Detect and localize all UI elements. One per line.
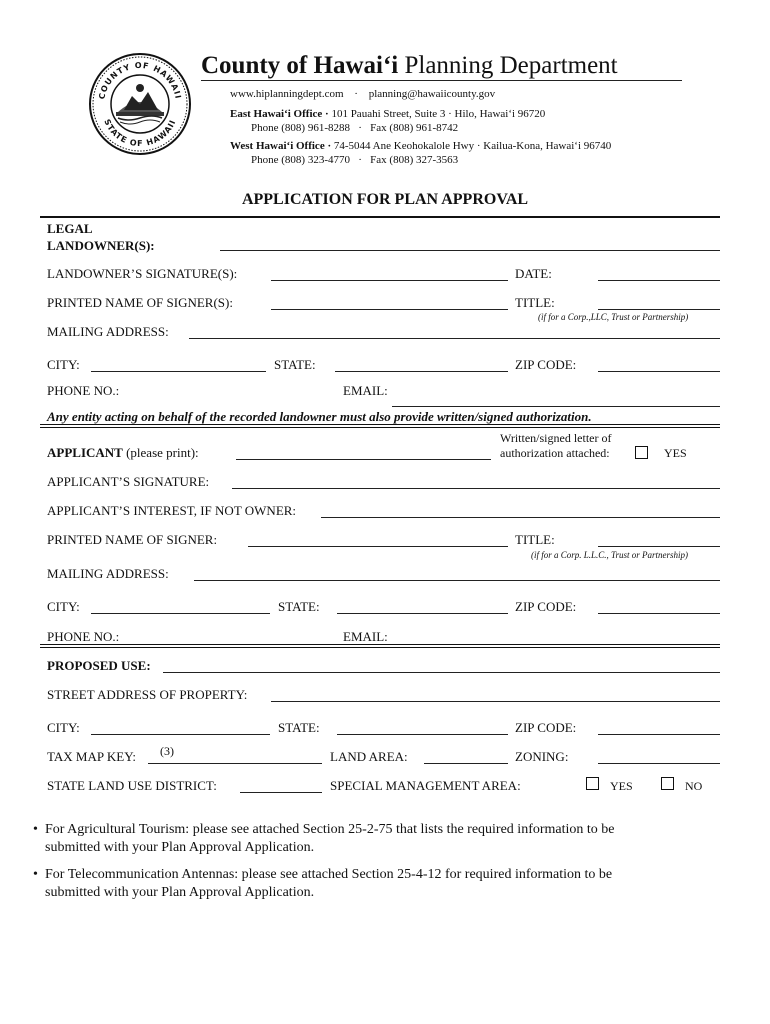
tax-map-key-value: (3) — [160, 744, 174, 758]
east-office-address: 101 Pauahi Street, Suite 3 · Hilo, Hawai‘i 96720 — [328, 108, 546, 120]
applicant-label — [47, 445, 199, 461]
applicant-state-field[interactable] — [337, 613, 508, 614]
tax-map-key-label: TAX MAP KEY: — [47, 749, 137, 764]
seal-bottom-text: STATE OF HAWAII — [102, 117, 178, 149]
landowner-mailing-label: MAILING ADDRESS: — [47, 324, 169, 339]
applicant-title-label: TITLE: — [515, 532, 555, 547]
title-rule — [201, 80, 682, 81]
applicant-interest-field[interactable] — [321, 517, 720, 518]
west-office — [230, 140, 611, 152]
landowner-signature-label: LANDOWNER’S SIGNATURE(S): — [47, 266, 238, 281]
west-phone: Phone (808) 323-4770 · Fax (808) 327-3563 — [251, 154, 459, 166]
title-divider — [40, 216, 720, 218]
property-zip-label: ZIP CODE: — [515, 720, 577, 735]
landowner-date-field[interactable] — [598, 280, 720, 281]
applicant-city-label: CITY: — [47, 599, 80, 614]
landowner-name-field[interactable] — [220, 250, 720, 251]
department-title — [201, 52, 618, 80]
zoning-field[interactable] — [598, 763, 720, 764]
property-zip-field[interactable] — [598, 734, 720, 735]
email-link[interactable]: planning@hawaiicounty.gov — [368, 88, 496, 100]
landowner-printed-name-label: PRINTED NAME OF SIGNER(S): — [47, 295, 233, 310]
legal-label-line1: LEGAL — [47, 221, 93, 236]
note-1-line1: For Agricultural Tourism: please see attached Section 25-2-75 that lists the required information to be — [45, 822, 615, 837]
authorization-yes-checkbox[interactable] — [635, 446, 648, 459]
landowner-zip-label: ZIP CODE: — [515, 357, 577, 372]
property-city-field[interactable] — [91, 734, 270, 735]
east-office — [230, 108, 545, 120]
applicant-mailing-field[interactable] — [194, 580, 720, 581]
form-title: APPLICATION FOR PLAN APPROVAL — [241, 191, 529, 208]
applicant-city-field[interactable] — [91, 613, 270, 614]
section-divider-1 — [40, 424, 720, 425]
applicant-zip-field[interactable] — [598, 613, 720, 614]
sma-no-checkbox[interactable] — [661, 777, 674, 790]
proposed-use-field[interactable] — [163, 672, 720, 673]
landowner-date-label: DATE: — [515, 266, 552, 281]
applicant-signature-label: APPLICANT’S SIGNATURE: — [47, 474, 210, 489]
west-office-address: 74-5044 Ane Keohokalole Hwy · Kailua-Kona, Hawai‘i 96740 — [331, 140, 612, 152]
property-state-field[interactable] — [337, 734, 508, 735]
sma-yes-label: YES — [610, 779, 633, 793]
title-bold: County of Hawai‘i — [201, 52, 399, 79]
proposed-use-label: PROPOSED USE: — [47, 658, 151, 673]
state-land-use-district-field[interactable] — [240, 792, 322, 793]
applicant-phone-label: PHONE NO.: — [47, 629, 120, 644]
landowner-title-label: TITLE: — [515, 295, 555, 310]
applicant-email-label: EMAIL: — [343, 629, 388, 644]
applicant-divider-2 — [40, 647, 720, 648]
applicant-title-field[interactable] — [598, 546, 720, 547]
landowner-printed-name-field[interactable] — [271, 309, 508, 310]
applicant-label-bold: APPLICANT — [47, 445, 123, 460]
zoning-label: ZONING: — [515, 749, 569, 764]
sma-no-label: NO — [685, 779, 703, 793]
note-1-line2: submitted with your Plan Approval Application. — [45, 840, 315, 855]
legal-label-line2: LANDOWNER(S): — [47, 238, 155, 253]
landowner-city-label: CITY: — [47, 357, 80, 372]
svg-text:COUNTY OF HAWAII — [97, 61, 182, 100]
applicant-interest-label: APPLICANT’S INTEREST, IF NOT OWNER: — [47, 503, 297, 518]
landowner-phone-label: PHONE NO.: — [47, 383, 120, 398]
landowner-title-note: (if for a Corp.,LLC, Trust or Partnership) — [538, 312, 689, 322]
note-bullet-1: • — [33, 822, 38, 837]
contact-line — [230, 88, 495, 100]
note-2-line2: submitted with your Plan Approval Application. — [45, 885, 315, 900]
applicant-printed-name-field[interactable] — [248, 546, 508, 547]
note-2-line1: For Telecommunication Antennas: please see attached Section 25-4-12 for required information to be — [45, 867, 613, 882]
special-management-area-label: SPECIAL MANAGEMENT AREA: — [330, 778, 521, 793]
landowner-title-field[interactable] — [598, 309, 720, 310]
applicant-mailing-label: MAILING ADDRESS: — [47, 566, 169, 581]
letter-label-line2: authorization attached: — [500, 446, 610, 460]
street-address-label: STREET ADDRESS OF PROPERTY: — [47, 687, 248, 702]
section-divider-2 — [40, 427, 720, 428]
applicant-zip-label: ZIP CODE: — [515, 599, 577, 614]
title-rest: Planning Department — [398, 52, 618, 79]
state-land-use-district-label: STATE LAND USE DISTRICT: — [47, 778, 217, 793]
landowner-mailing-field[interactable] — [189, 338, 720, 339]
landowner-email-field[interactable] — [392, 406, 720, 407]
property-city-label: CITY: — [47, 720, 80, 735]
landowner-zip-field[interactable] — [598, 371, 720, 372]
applicant-signature-field[interactable] — [232, 488, 720, 489]
applicant-label-suffix: (please print): — [122, 445, 199, 460]
land-area-field[interactable] — [424, 763, 508, 764]
street-address-field[interactable] — [271, 701, 720, 702]
east-office-label: East Hawai‘i Office · — [230, 108, 329, 120]
east-phone: Phone (808) 961-8288 · Fax (808) 961-8742 — [251, 122, 459, 134]
authorization-note: Any entity acting on behalf of the recorded landowner must also provide written/signed authorization. — [47, 409, 592, 424]
applicant-title-note: (if for a Corp. L.L.C., Trust or Partnership) — [531, 550, 689, 560]
seal-top-text: COUNTY OF HAWAII — [97, 60, 183, 101]
applicant-state-label: STATE: — [278, 599, 320, 614]
landowner-city-field[interactable] — [91, 371, 266, 372]
applicant-printed-name-label: PRINTED NAME OF SIGNER: — [47, 532, 218, 547]
sma-yes-checkbox[interactable] — [586, 777, 599, 790]
letter-label-line1: Written/signed letter of — [500, 431, 612, 445]
tax-map-key-field[interactable] — [148, 763, 322, 764]
landowner-state-field[interactable] — [335, 371, 508, 372]
website-link[interactable]: www.hiplanningdept.com — [230, 88, 344, 100]
separator: · — [354, 88, 358, 100]
landowner-state-label: STATE: — [274, 357, 316, 372]
property-state-label: STATE: — [278, 720, 320, 735]
note-bullet-2: • — [33, 867, 38, 882]
county-seal — [88, 52, 192, 156]
landowner-email-label: EMAIL: — [343, 383, 388, 398]
applicant-name-field[interactable] — [236, 459, 491, 460]
land-area-label: LAND AREA: — [330, 749, 408, 764]
seal-graphic — [88, 52, 192, 156]
authorization-yes-label: YES — [664, 446, 687, 460]
west-office-label: West Hawai‘i Office · — [230, 140, 332, 152]
landowner-signature-field[interactable] — [271, 280, 508, 281]
applicant-divider-1 — [40, 644, 720, 645]
